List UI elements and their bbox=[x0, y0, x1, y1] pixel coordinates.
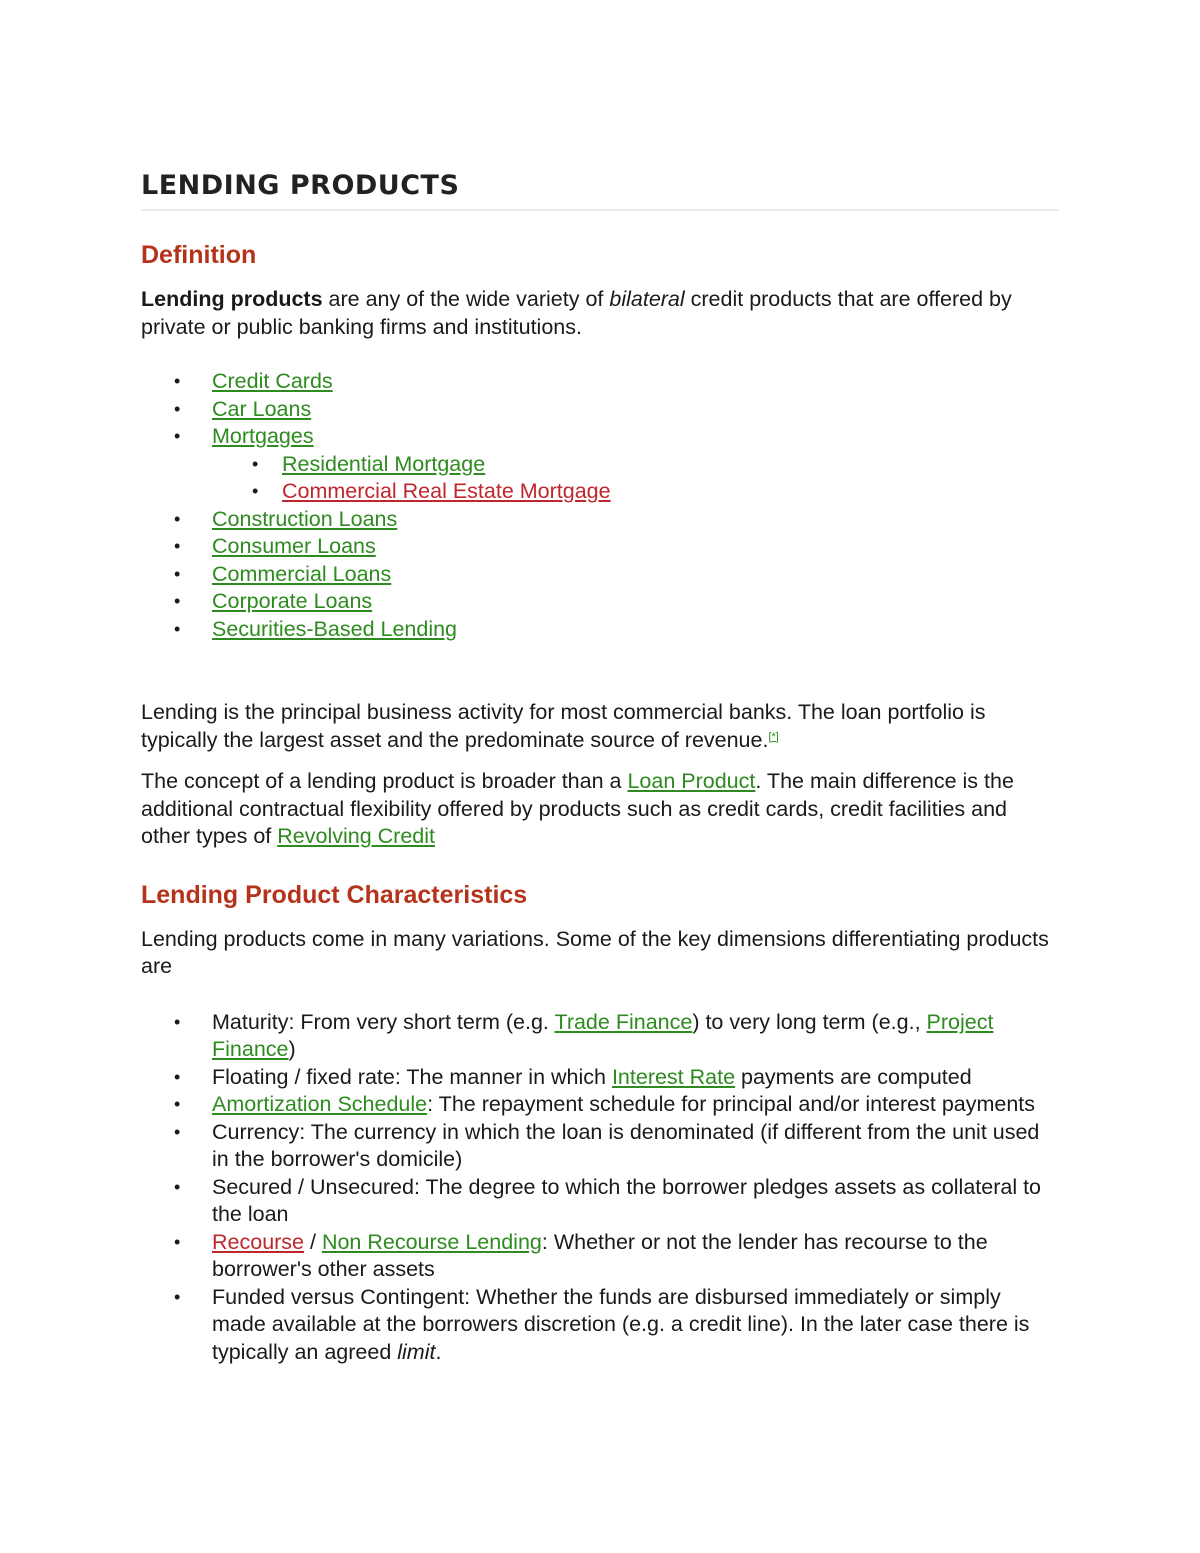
maturity-text-3: ) bbox=[288, 1037, 296, 1061]
definition-italic: bilateral bbox=[609, 287, 685, 311]
list-item bbox=[141, 1091, 1059, 1119]
concept-text-1: The concept of a lending product is broader than a bbox=[141, 769, 628, 793]
bullet-icon: • bbox=[252, 481, 259, 501]
definition-text-1: are any of the wide variety of bbox=[322, 287, 610, 311]
bullet-icon: • bbox=[174, 563, 181, 584]
bullet-icon: • bbox=[174, 398, 181, 419]
list-item bbox=[141, 506, 1059, 534]
list-item bbox=[141, 1229, 1059, 1284]
list-item bbox=[141, 588, 1059, 616]
list-item bbox=[141, 533, 1059, 561]
floating-text-1: Floating / fixed rate: The manner in which bbox=[212, 1064, 612, 1089]
bullet-icon: • bbox=[174, 1066, 181, 1087]
list-item bbox=[141, 1064, 1059, 1092]
definition-text-2: credit products that are offered by private or public banking firms and institutions. bbox=[141, 287, 1012, 339]
link-commercial-loans[interactable]: Commercial Loans bbox=[212, 561, 392, 586]
link-revolving-credit[interactable]: Revolving Credit bbox=[277, 824, 435, 848]
bullet-icon: • bbox=[174, 1094, 181, 1114]
bullet-icon: • bbox=[174, 618, 181, 639]
bullet-icon: • bbox=[174, 591, 181, 611]
link-securities-based-lending[interactable]: Securities-Based Lending bbox=[212, 616, 458, 641]
link-commercial-real-estate-mortgage[interactable]: Commercial Real Estate Mortgage bbox=[282, 479, 611, 503]
list-item bbox=[141, 423, 1059, 451]
link-corporate-loans[interactable]: Corporate Loans bbox=[212, 589, 373, 613]
list-item bbox=[141, 616, 1059, 644]
list-item bbox=[141, 368, 1059, 396]
list-item bbox=[141, 1174, 1059, 1229]
lending-text: Lending is the principal business activity for most commercial banks. The loan portfolio is typically the largest asset and the predominate source of revenue. bbox=[141, 700, 986, 752]
characteristics-list bbox=[141, 1009, 1059, 1367]
link-car-loans[interactable]: Car Loans bbox=[212, 396, 312, 421]
list-item bbox=[141, 396, 1059, 424]
link-construction-loans[interactable]: Construction Loans bbox=[212, 506, 398, 531]
footnote-link[interactable]: [*] bbox=[768, 730, 779, 743]
link-interest-rate[interactable]: Interest Rate bbox=[611, 1064, 736, 1089]
funded-text-2: . bbox=[435, 1339, 442, 1364]
bullet-icon: • bbox=[174, 1121, 181, 1142]
recourse-separator: / bbox=[304, 1229, 322, 1254]
product-list-continued bbox=[141, 506, 1059, 644]
bullet-icon: • bbox=[174, 1011, 181, 1032]
product-list bbox=[141, 368, 1059, 451]
link-recourse[interactable]: Recourse bbox=[212, 1229, 305, 1254]
definition-heading: Definition bbox=[141, 241, 257, 269]
lending-paragraph bbox=[141, 699, 1059, 754]
bullet-icon: • bbox=[174, 536, 181, 556]
mortgage-sublist bbox=[141, 451, 1059, 506]
bullet-icon: • bbox=[174, 371, 181, 391]
definition-paragraph bbox=[141, 286, 1059, 341]
definition-term: Lending products bbox=[141, 287, 323, 311]
bullet-icon: • bbox=[174, 1286, 181, 1307]
link-project-finance[interactable]: Project Finance bbox=[212, 1009, 994, 1061]
amortization-text: : The repayment schedule for principal and/or interest payments bbox=[427, 1092, 1036, 1116]
link-amortization-schedule[interactable]: Amortization Schedule bbox=[212, 1092, 428, 1116]
maturity-text-1: Maturity: From very short term (e.g. bbox=[212, 1009, 555, 1034]
secured-text: Secured / Unsecured: The degree to which the borrower pledges assets as collateral to the loan bbox=[212, 1174, 1042, 1226]
link-mortgages[interactable]: Mortgages bbox=[212, 424, 314, 448]
variations-paragraph: Lending products come in many variations. Some of the key dimensions differentiating products are bbox=[141, 926, 1049, 978]
bullet-icon: • bbox=[174, 1231, 181, 1252]
concept-text-2: . The main difference is the additional contractual flexibility offered by products such as credit cards, credit facilities and other types of bbox=[141, 769, 1014, 848]
concept-paragraph bbox=[141, 768, 1059, 851]
list-item bbox=[141, 1284, 1059, 1367]
list-item bbox=[141, 561, 1059, 589]
page-title: LENDING PRODUCTS bbox=[141, 170, 1059, 211]
bullet-icon: • bbox=[174, 508, 181, 529]
funded-italic: limit bbox=[397, 1339, 436, 1364]
bullet-icon: • bbox=[174, 426, 181, 446]
list-item bbox=[141, 451, 1059, 479]
funded-text-1: Funded versus Contingent: Whether the funds are disbursed immediately or simply made available at the borrowers discretion (e.g. a credit line). In the later case there is typically an agreed bbox=[212, 1284, 1030, 1364]
maturity-text-2: ) to very long term (e.g., bbox=[692, 1009, 927, 1034]
bullet-icon: • bbox=[174, 1176, 181, 1197]
link-non-recourse-lending[interactable]: Non Recourse Lending bbox=[321, 1229, 542, 1254]
bullet-icon: • bbox=[252, 453, 259, 474]
link-credit-cards[interactable]: Credit Cards bbox=[212, 369, 333, 393]
link-residential-mortgage[interactable]: Residential Mortgage bbox=[282, 451, 486, 476]
list-item bbox=[141, 1009, 1059, 1064]
currency-text: Currency: The currency in which the loan is denominated (if different from the unit used in the borrower's domicile) bbox=[212, 1119, 1040, 1171]
list-item bbox=[141, 1119, 1059, 1174]
link-trade-finance[interactable]: Trade Finance bbox=[554, 1009, 693, 1034]
link-loan-product[interactable]: Loan Product bbox=[627, 769, 756, 793]
recourse-text: : Whether or not the lender has recourse to the borrower's other assets bbox=[212, 1229, 988, 1281]
characteristics-heading: Lending Product Characteristics bbox=[141, 880, 528, 909]
floating-text-2: payments are computed bbox=[735, 1064, 972, 1089]
list-item bbox=[141, 478, 1059, 506]
link-consumer-loans[interactable]: Consumer Loans bbox=[212, 534, 376, 558]
